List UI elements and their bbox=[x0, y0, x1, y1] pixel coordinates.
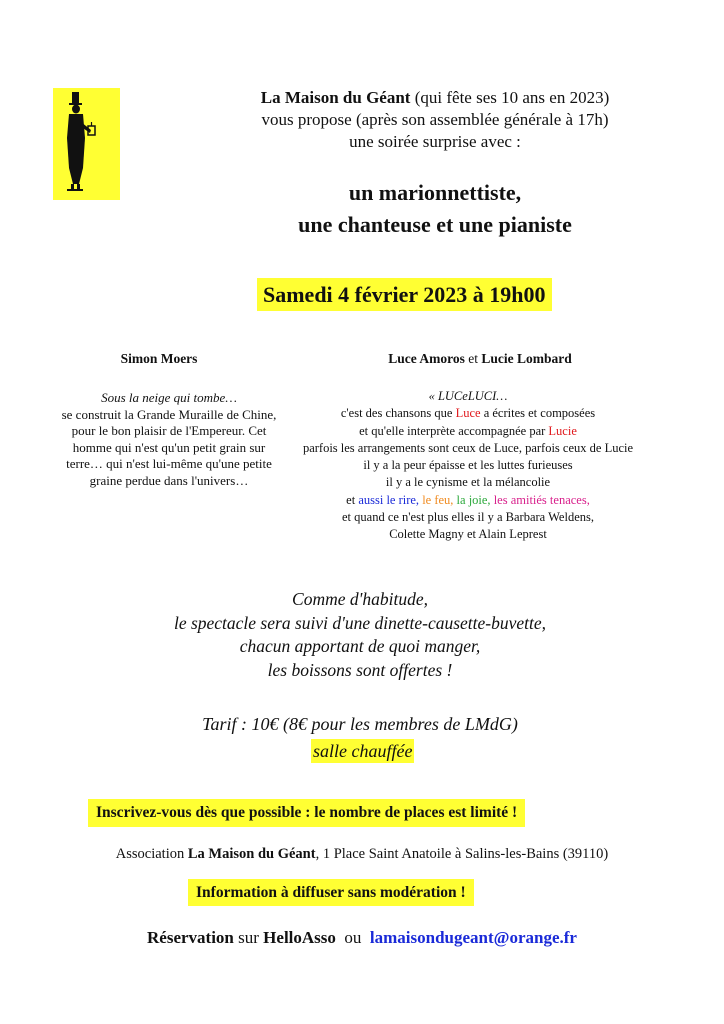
artist-lucie: Lucie Lombard bbox=[481, 351, 572, 366]
right-line-2-a: c'est des chansons que bbox=[340, 406, 456, 421]
intro-block bbox=[200, 87, 670, 153]
name-luce: Luce bbox=[455, 406, 481, 421]
right-line-1: « LUCeLUCI… bbox=[428, 389, 508, 403]
headline-line-2: une chanteuse et une pianiste bbox=[298, 212, 572, 237]
right-column-text bbox=[268, 388, 668, 544]
word-joie: la joie, bbox=[456, 492, 491, 507]
organizer-name: La Maison du Géant bbox=[260, 88, 411, 107]
left-column-intro: Sous la neige qui tombe… bbox=[101, 390, 237, 405]
event-date: Samedi 4 février 2023 à 19h00 bbox=[257, 278, 552, 311]
left-column-title: Simon Moers bbox=[120, 351, 198, 366]
right-line-9: Colette Magny et Alain Leprest bbox=[389, 527, 547, 542]
share-callout: Information à diffuser sans modération ! bbox=[188, 879, 474, 906]
headline bbox=[200, 177, 670, 241]
right-line-6: il y a le cynisme et la mélancolie bbox=[385, 475, 551, 490]
intro-line-3: une soirée surprise avec : bbox=[349, 132, 521, 151]
helloasso-link[interactable]: HelloAsso bbox=[263, 928, 336, 947]
word-feu: le feu, bbox=[422, 492, 454, 507]
right-line-8: et quand ce n'est plus elles il y a Barbara Weldens, bbox=[342, 510, 594, 525]
headline-line-1: un marionnettiste, bbox=[348, 180, 522, 205]
word-amities: les amitiés tenaces, bbox=[493, 492, 590, 507]
after-show-line-2: le spectacle sera suivi d'une dinette-causette-buvette, bbox=[173, 612, 547, 633]
word-rire: aussi le rire, bbox=[358, 492, 420, 507]
registration-callout: Inscrivez-vous dès que possible : le nombre de places est limité ! bbox=[88, 799, 525, 827]
reservation-label: Réservation bbox=[147, 928, 234, 947]
right-line-2-c: a écrites et composées bbox=[480, 406, 596, 421]
right-line-2 bbox=[268, 405, 668, 422]
reservation-line bbox=[40, 926, 684, 950]
left-column-text bbox=[55, 390, 283, 489]
association-street: , 1 Place Saint Anatoile à Salins-les-Bains (39110) bbox=[315, 846, 609, 862]
association-address bbox=[40, 844, 684, 864]
right-line-3 bbox=[268, 423, 668, 440]
right-line-7 bbox=[268, 492, 668, 509]
reservation-on: sur bbox=[233, 928, 264, 947]
right-line-4: parfois les arrangements sont ceux de Luce, parfois ceux de Lucie bbox=[302, 440, 634, 455]
giant-figure-icon bbox=[53, 88, 120, 200]
reservation-or: ou bbox=[335, 928, 370, 947]
right-column-title bbox=[290, 351, 670, 367]
after-show-line-1: Comme d'habitude, bbox=[292, 589, 428, 609]
anniversary-note: (qui fête ses 10 ans en 2023) bbox=[410, 88, 610, 107]
email-link[interactable]: lamaisondugeant@orange.fr bbox=[369, 928, 577, 947]
artist-luce: Luce Amoros bbox=[388, 351, 465, 366]
after-show-note bbox=[90, 588, 630, 682]
right-line-5: il y a la peur épaisse et les luttes furieuses bbox=[363, 458, 573, 473]
left-column-body: se construit la Grande Muraille de Chine, pour le bon plaisir de l'Empereur. Cet homme qui n'est qu'un petit grain sur terre… qui n'est lui-même qu'une petite graine perdue dans l'univers… bbox=[61, 406, 277, 488]
price: Tarif : 10€ (8€ pour les membres de LMdG) bbox=[202, 714, 518, 734]
intro-line-1 bbox=[200, 87, 670, 109]
right-line-7-a: et bbox=[346, 492, 359, 507]
after-show-line-3: chacun apportant de quoi manger, bbox=[239, 636, 481, 656]
giant-logo bbox=[53, 88, 120, 200]
heated-room-note: salle chauffée bbox=[313, 741, 413, 761]
name-lucie: Lucie bbox=[548, 423, 577, 438]
association-name: La Maison du Géant bbox=[187, 846, 316, 862]
artist-joiner: et bbox=[464, 351, 482, 366]
association-prefix: Association bbox=[115, 846, 188, 862]
right-line-3-a: et qu'elle interprète accompagnée par bbox=[359, 423, 549, 438]
intro-line-2: vous propose (après son assemblée générale à 17h) bbox=[261, 110, 609, 129]
after-show-line-4: les boissons sont offertes ! bbox=[267, 659, 453, 680]
